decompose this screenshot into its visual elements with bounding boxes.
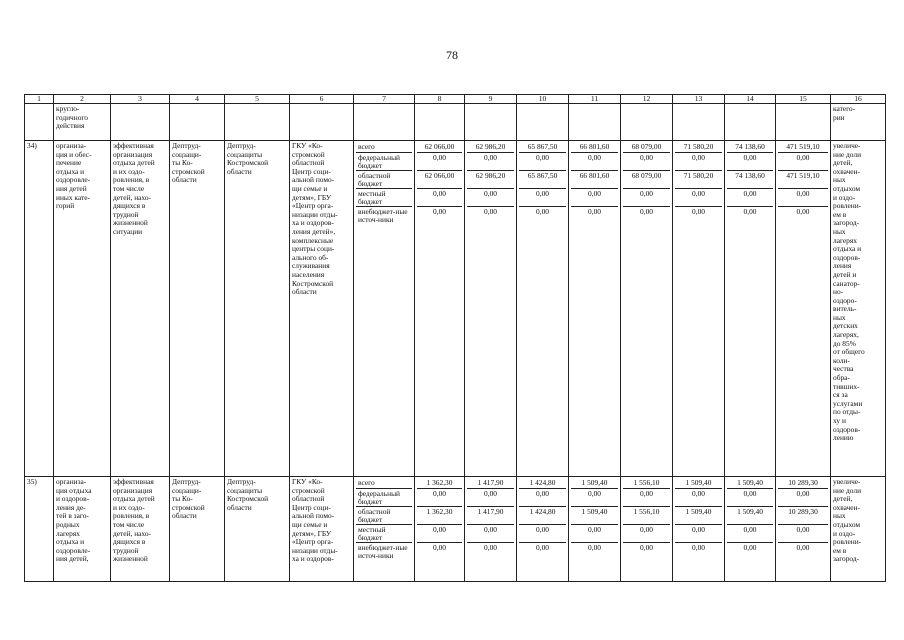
coexecutor-cell: Дептруд- соцзащиты Костромской области bbox=[225, 141, 290, 477]
funding-value: 0,00 bbox=[675, 524, 722, 542]
funding-value: 0,00 bbox=[571, 206, 618, 229]
funding-value: 1 509,40 bbox=[727, 506, 773, 524]
column-number: 9 bbox=[465, 95, 517, 104]
continuation-row bbox=[25, 104, 886, 141]
funding-value: 0,00 bbox=[571, 542, 618, 565]
funding-values-cell bbox=[725, 477, 776, 582]
column-number: 7 bbox=[354, 95, 415, 104]
participants-cell: ГКУ «Ко- стромской областной Центр соци- альной помо- щи семье и детям», ГБУ «Центр орга- низации отды- ха и оздоров- ления детей», комплексные центры соци- ального об- служивания населения Костромской области bbox=[290, 141, 354, 477]
funding-value: 0,00 bbox=[571, 488, 618, 506]
funding-source-label: федеральный бюджет bbox=[356, 488, 412, 506]
funding-value: 65 867,50 bbox=[519, 170, 566, 188]
funding-value: 1 362,30 bbox=[426, 478, 453, 487]
funding-value: 0,00 bbox=[675, 206, 722, 229]
funding-value: 0,00 bbox=[623, 152, 670, 170]
funding-value: 62 066,00 bbox=[424, 142, 455, 151]
funding-value: 0,00 bbox=[727, 152, 773, 170]
row-number: 35) bbox=[25, 477, 54, 582]
funding-value: 1 362,30 bbox=[417, 506, 462, 524]
funding-value: 0,00 bbox=[675, 488, 722, 506]
activity-cell: организа- ция отдыха и оздоров- ления де- тей в заго- родных лагерях отдыха и оздоровле- ния детей, bbox=[54, 477, 111, 582]
funding-value: 0,00 bbox=[417, 188, 462, 206]
budget-table bbox=[24, 94, 886, 582]
column-number: 10 bbox=[517, 95, 569, 104]
continuation-activity: кругло- годичного действия bbox=[54, 104, 111, 141]
funding-value: 0,00 bbox=[623, 542, 670, 565]
funding-value: 0,00 bbox=[417, 206, 462, 229]
column-number-row bbox=[25, 95, 886, 104]
funding-value: 0,00 bbox=[467, 152, 514, 170]
funding-value: 0,00 bbox=[467, 188, 514, 206]
funding-value: 68 079,00 bbox=[623, 170, 670, 188]
funding-value: 0,00 bbox=[467, 206, 514, 229]
column-number: 6 bbox=[290, 95, 354, 104]
funding-value: 68 079,00 bbox=[631, 142, 662, 151]
funding-value: 0,00 bbox=[623, 188, 670, 206]
column-number: 13 bbox=[673, 95, 725, 104]
funding-value: 0,00 bbox=[675, 542, 722, 565]
funding-value: 0,00 bbox=[571, 524, 618, 542]
funding-value: 0,00 bbox=[417, 542, 462, 565]
funding-values-cell bbox=[725, 141, 776, 477]
funding-value: 62 986,20 bbox=[467, 170, 514, 188]
funding-value: 71 580,20 bbox=[683, 142, 714, 151]
column-number: 2 bbox=[54, 95, 111, 104]
column-number: 14 bbox=[725, 95, 776, 104]
funding-values-cell bbox=[673, 477, 725, 582]
funding-values-cell bbox=[776, 141, 831, 477]
funding-source-label: внебюджет-ные источ-ники bbox=[356, 542, 412, 565]
funding-values-cell bbox=[465, 141, 517, 477]
funding-source-label: всего bbox=[358, 142, 375, 151]
row-number: 34) bbox=[25, 141, 54, 477]
column-number: 4 bbox=[170, 95, 225, 104]
funding-source-label: областной бюджет bbox=[356, 506, 412, 524]
funding-values-cell bbox=[465, 477, 517, 582]
funding-value: 0,00 bbox=[778, 206, 828, 229]
funding-value: 1 417,90 bbox=[467, 506, 514, 524]
result-cell: эффективная организация отдыха детей и их оздо- ровления, в том числе детей, нахо- дящихся в трудной жизненной ситуации bbox=[111, 141, 170, 477]
funding-value: 1 509,40 bbox=[675, 506, 722, 524]
funding-value: 0,00 bbox=[417, 488, 462, 506]
funding-values-cell bbox=[621, 141, 673, 477]
column-number: 15 bbox=[776, 95, 831, 104]
coexecutor-cell: Дептруд- соцзащиты Костромской области bbox=[225, 477, 290, 582]
funding-value: 0,00 bbox=[467, 542, 514, 565]
column-number: 12 bbox=[621, 95, 673, 104]
table-row bbox=[25, 141, 886, 477]
funding-value: 0,00 bbox=[519, 188, 566, 206]
funding-value: 0,00 bbox=[675, 188, 722, 206]
funding-value: 0,00 bbox=[519, 206, 566, 229]
result-cell: эффективная организация отдыха детей и их оздо- ровления, в том числе детей, нахо- дящихся в трудной жизненной bbox=[111, 477, 170, 582]
funding-source-label: федеральный бюджет bbox=[356, 152, 412, 170]
funding-value: 74 138,60 bbox=[735, 142, 765, 151]
funding-values-cell bbox=[569, 477, 621, 582]
funding-value: 0,00 bbox=[519, 488, 566, 506]
funding-values-cell bbox=[776, 477, 831, 582]
funding-value: 10 289,30 bbox=[788, 478, 818, 487]
funding-values-cell bbox=[517, 477, 569, 582]
funding-value: 66 801,60 bbox=[579, 142, 610, 151]
funding-source-label: местный бюджет bbox=[356, 524, 412, 542]
funding-values-cell bbox=[517, 141, 569, 477]
funding-value: 471 519,10 bbox=[786, 142, 820, 151]
continuation-indicator: катего- рии bbox=[831, 104, 886, 141]
funding-source-label: внебюджет-ные источ-ники bbox=[356, 206, 412, 229]
funding-value: 0,00 bbox=[778, 524, 828, 542]
funding-values-cell bbox=[569, 141, 621, 477]
funding-value: 0,00 bbox=[467, 524, 514, 542]
funding-value: 0,00 bbox=[778, 488, 828, 506]
funding-value: 0,00 bbox=[623, 488, 670, 506]
funding-sources-cell bbox=[354, 477, 415, 582]
indicator-cell: увеличе- ние доли детей, охвачен- ных отдыхом и оздо- ровлени- ем в загород- ных лагерях отдыха и оздоров- ления детей и санатор- но- оздоро- витель- ных детских лагерях, до 85% от общего коли- чества обра- тивших- ся за услугами по отды- ху и оздоров- лению bbox=[831, 141, 886, 477]
funding-sources-cell bbox=[354, 141, 415, 477]
funding-value: 0,00 bbox=[417, 152, 462, 170]
funding-value: 1 424,80 bbox=[519, 506, 566, 524]
funding-value: 471 519,10 bbox=[778, 170, 828, 188]
column-number: 1 bbox=[25, 95, 54, 104]
table-row bbox=[25, 477, 886, 582]
funding-value: 0,00 bbox=[727, 542, 773, 565]
column-number: 5 bbox=[225, 95, 290, 104]
funding-value: 0,00 bbox=[519, 542, 566, 565]
funding-value: 0,00 bbox=[778, 542, 828, 565]
funding-value: 1 509,40 bbox=[581, 478, 608, 487]
funding-values-cell bbox=[621, 477, 673, 582]
funding-value: 62 066,00 bbox=[417, 170, 462, 188]
funding-values-cell bbox=[415, 477, 465, 582]
funding-value: 0,00 bbox=[519, 524, 566, 542]
page-number: 78 bbox=[446, 48, 458, 62]
column-number: 16 bbox=[831, 95, 886, 104]
participants-cell: ГКУ «Ко- стромской областной Центр соци- альной помо- щи семье и детям», ГБУ «Центр орга- низации отды- ха и оздоров- bbox=[290, 477, 354, 582]
indicator-cell: увеличе- ние доли детей, охвачен- ных отдыхом и оздо- ровлени- ем в загород- bbox=[831, 477, 886, 582]
funding-value: 1 417,90 bbox=[477, 478, 504, 487]
funding-value: 1 509,40 bbox=[685, 478, 712, 487]
funding-value: 0,00 bbox=[778, 152, 828, 170]
funding-source-label: местный бюджет bbox=[356, 188, 412, 206]
funding-value: 0,00 bbox=[727, 488, 773, 506]
funding-value: 1 556,10 bbox=[623, 506, 670, 524]
funding-value: 1 556,10 bbox=[633, 478, 660, 487]
funding-value: 10 289,30 bbox=[778, 506, 828, 524]
funding-value: 0,00 bbox=[467, 488, 514, 506]
funding-value: 1 509,40 bbox=[737, 478, 763, 487]
funding-value: 0,00 bbox=[727, 188, 773, 206]
funding-value: 0,00 bbox=[417, 524, 462, 542]
funding-value: 0,00 bbox=[727, 524, 773, 542]
executor-cell: Дептруд- соцзащи- ты Ко- стромской области bbox=[170, 141, 225, 477]
funding-value: 71 580,20 bbox=[675, 170, 722, 188]
funding-value: 1 509,40 bbox=[571, 506, 618, 524]
funding-values-cell bbox=[673, 141, 725, 477]
column-number: 3 bbox=[111, 95, 170, 104]
funding-value: 0,00 bbox=[727, 206, 773, 229]
executor-cell: Дептруд- соцзащи- ты Ко- стромской области bbox=[170, 477, 225, 582]
funding-value: 0,00 bbox=[623, 524, 670, 542]
funding-value: 0,00 bbox=[571, 152, 618, 170]
column-number: 11 bbox=[569, 95, 621, 104]
funding-source-label: областной бюджет bbox=[356, 170, 412, 188]
funding-value: 0,00 bbox=[778, 188, 828, 206]
funding-value: 65 867,50 bbox=[527, 142, 558, 151]
funding-value: 0,00 bbox=[623, 206, 670, 229]
column-number: 8 bbox=[415, 95, 465, 104]
funding-value: 0,00 bbox=[675, 152, 722, 170]
funding-value: 0,00 bbox=[519, 152, 566, 170]
funding-value: 62 986,20 bbox=[475, 142, 506, 151]
funding-value: 66 801,60 bbox=[571, 170, 618, 188]
funding-value: 1 424,80 bbox=[529, 478, 556, 487]
activity-cell: организа- ция и обес- печение отдыха и оздоровле- ния детей иных кате- горий bbox=[54, 141, 111, 477]
funding-source-label: всего bbox=[358, 478, 375, 487]
funding-values-cell bbox=[415, 141, 465, 477]
funding-value: 0,00 bbox=[571, 188, 618, 206]
funding-value: 74 138,60 bbox=[727, 170, 773, 188]
